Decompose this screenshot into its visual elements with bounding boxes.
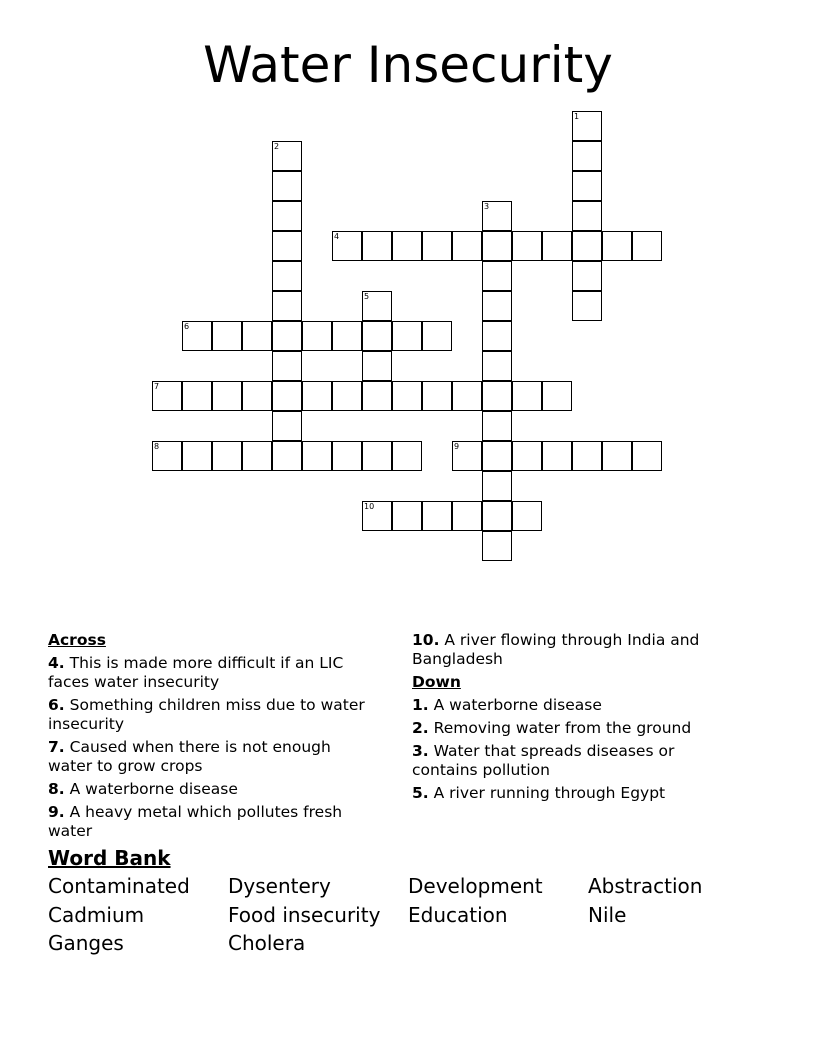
crossword-cell[interactable] [542, 381, 572, 411]
crossword-cell[interactable] [512, 381, 542, 411]
crossword-cell[interactable] [272, 261, 302, 291]
crossword-cell[interactable] [182, 441, 212, 471]
crossword-cell[interactable] [362, 291, 392, 321]
across-clues [48, 631, 378, 845]
clue-number: 1 [574, 112, 580, 121]
clue-across-7: 7. Caused when there is not enough water to grow crops [48, 738, 331, 775]
crossword-cell[interactable] [272, 141, 302, 171]
clue-down-3: 3. Water that spreads diseases or contains pollution [412, 742, 675, 779]
crossword-cell[interactable] [422, 501, 452, 531]
crossword-cell[interactable] [632, 231, 662, 261]
crossword-cell[interactable] [482, 321, 512, 351]
crossword-cell[interactable] [392, 321, 422, 351]
crossword-cell[interactable] [212, 381, 242, 411]
crossword-cell[interactable] [512, 501, 542, 531]
crossword-cell[interactable] [272, 351, 302, 381]
crossword-cell[interactable] [602, 441, 632, 471]
crossword-cell[interactable] [572, 231, 602, 261]
crossword-cell[interactable] [452, 231, 482, 261]
crossword-cell[interactable] [302, 381, 332, 411]
crossword-cell[interactable] [482, 381, 512, 411]
clue-number: 2 [274, 142, 280, 151]
crossword-cell[interactable] [422, 321, 452, 351]
crossword-cell[interactable] [332, 381, 362, 411]
crossword-cell[interactable] [482, 471, 512, 501]
clue-number: 9 [454, 442, 460, 451]
crossword-cell[interactable] [572, 441, 602, 471]
crossword-cell[interactable] [362, 441, 392, 471]
crossword-cell[interactable] [482, 411, 512, 441]
crossword-cell[interactable] [362, 321, 392, 351]
crossword-cell[interactable] [212, 441, 242, 471]
crossword-cell[interactable] [602, 231, 632, 261]
crossword-cell[interactable] [452, 381, 482, 411]
down-clues [412, 631, 742, 807]
clue-number: 10 [364, 502, 375, 511]
crossword-cell[interactable] [272, 381, 302, 411]
crossword-cell[interactable] [572, 111, 602, 141]
crossword-cell[interactable] [572, 261, 602, 291]
word-bank-heading: Word Bank [48, 846, 171, 870]
crossword-cell[interactable] [632, 441, 662, 471]
crossword-cell[interactable] [542, 441, 572, 471]
crossword-cell[interactable] [272, 291, 302, 321]
crossword-cell[interactable] [272, 441, 302, 471]
crossword-cell[interactable] [362, 351, 392, 381]
word-bank-item: Abstraction [588, 874, 703, 898]
across-heading: Across [48, 631, 106, 649]
clue-across-4: 4. This is made more difficult if an LIC faces water insecurity [48, 654, 344, 691]
crossword-cell[interactable] [242, 321, 272, 351]
word-bank-item: Ganges [48, 931, 124, 955]
clue-number: 8 [154, 442, 160, 451]
crossword-cell[interactable] [272, 171, 302, 201]
clue-down-1: 1. A waterborne disease [412, 696, 602, 714]
crossword-cell[interactable] [362, 501, 392, 531]
crossword-cell[interactable] [182, 381, 212, 411]
word-bank-item: Dysentery [228, 874, 331, 898]
crossword-cell[interactable] [272, 231, 302, 261]
crossword-cell[interactable] [482, 231, 512, 261]
word-bank-item: Nile [588, 903, 627, 927]
crossword-cell[interactable] [422, 231, 452, 261]
crossword-cell[interactable] [392, 381, 422, 411]
crossword-cell[interactable] [512, 231, 542, 261]
crossword-cell[interactable] [482, 291, 512, 321]
clue-down-5: 5. A river running through Egypt [412, 784, 666, 802]
crossword-cell[interactable] [482, 501, 512, 531]
word-bank-item: Cadmium [48, 903, 145, 927]
clue-number: 4 [334, 232, 340, 241]
crossword-cell[interactable] [572, 171, 602, 201]
crossword-cell[interactable] [542, 231, 572, 261]
word-bank-item: Education [408, 903, 508, 927]
crossword-cell[interactable] [242, 381, 272, 411]
crossword-cell[interactable] [452, 501, 482, 531]
crossword-cell[interactable] [272, 411, 302, 441]
crossword-cell[interactable] [482, 201, 512, 231]
crossword-cell[interactable] [302, 441, 332, 471]
clue-across-6: 6. Something children miss due to water insecurity [48, 696, 365, 733]
crossword-cell[interactable] [272, 321, 302, 351]
crossword-cell[interactable] [152, 441, 182, 471]
crossword-cell[interactable] [482, 351, 512, 381]
crossword-cell[interactable] [362, 381, 392, 411]
crossword-cell[interactable] [302, 321, 332, 351]
crossword-cell[interactable] [332, 441, 362, 471]
word-bank-item: Development [408, 874, 543, 898]
word-bank-item: Contaminated [48, 874, 190, 898]
clue-number: 5 [364, 292, 370, 301]
crossword-cell[interactable] [152, 381, 182, 411]
word-bank-item: Food insecurity [228, 903, 381, 927]
clue-across-8: 8. A waterborne disease [48, 780, 238, 798]
crossword-cell[interactable] [242, 441, 272, 471]
crossword-cell[interactable] [182, 321, 212, 351]
crossword-cell[interactable] [332, 321, 362, 351]
crossword-cell[interactable] [482, 261, 512, 291]
clue-across-10: 10. A river flowing through India and Bangladesh [412, 631, 700, 668]
crossword-cell[interactable] [482, 441, 512, 471]
crossword-cell[interactable] [392, 501, 422, 531]
page-title: Water Insecurity [203, 36, 613, 94]
crossword-cell[interactable] [572, 291, 602, 321]
clue-number: 6 [184, 322, 190, 331]
crossword-cell[interactable] [272, 201, 302, 231]
clue-across-9: 9. A heavy metal which pollutes fresh water [48, 803, 343, 840]
crossword-cell[interactable] [482, 531, 512, 561]
down-heading: Down [412, 673, 461, 691]
clue-down-2: 2. Removing water from the ground [412, 719, 692, 737]
crossword-cell[interactable] [392, 231, 422, 261]
crossword-cell[interactable] [422, 381, 452, 411]
crossword-cell[interactable] [392, 441, 422, 471]
crossword-cell[interactable] [362, 231, 392, 261]
clue-number: 7 [154, 382, 160, 391]
clue-number: 3 [484, 202, 490, 211]
crossword-cell[interactable] [332, 231, 362, 261]
crossword-cell[interactable] [212, 321, 242, 351]
crossword-cell[interactable] [572, 141, 602, 171]
word-bank-item: Cholera [228, 931, 306, 955]
crossword-cell[interactable] [452, 441, 482, 471]
crossword-cell[interactable] [572, 201, 602, 231]
crossword-cell[interactable] [512, 441, 542, 471]
